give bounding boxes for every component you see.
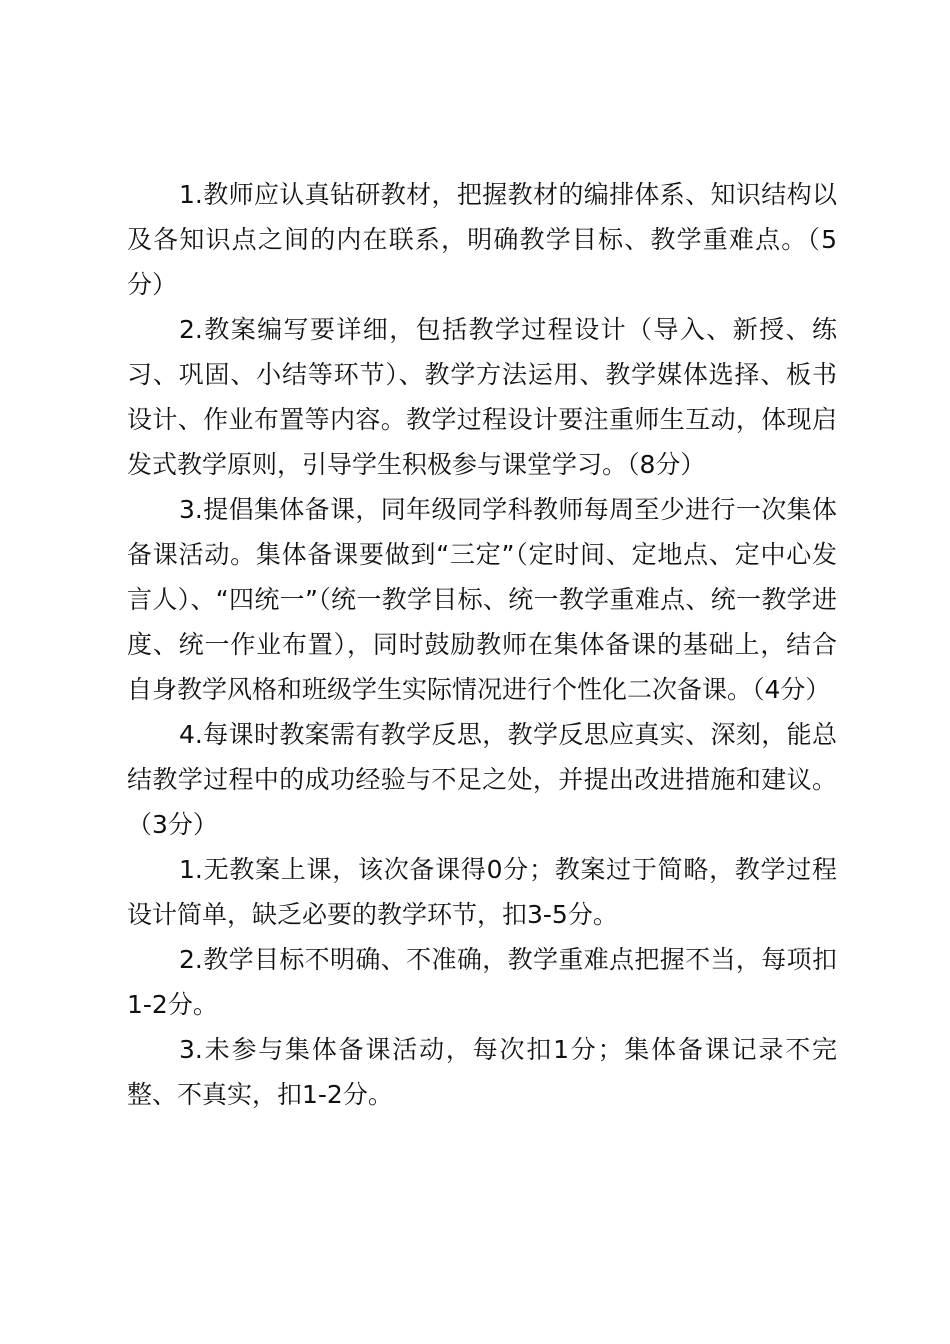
deduction-paragraph-2: 2.教学目标不明确、不准确，教学重难点把握不当，每项扣1-2分。 (127, 945, 837, 1019)
deduction-paragraph-3: 3.未参与集体备课活动，每次扣1分；集体备课记录不完整、不真实，扣1-2分。 (127, 1035, 837, 1109)
requirement-paragraph-4: 4.每课时教案需有教学反思，教学反思应真实、深刻，能总结教学过程中的成功经验与不足之处，并提出改进措施和建议。（3分） (127, 720, 837, 839)
document-body (127, 172, 837, 1117)
requirement-paragraph-1: 1.教师应认真钻研教材，把握教材的编排体系、知识结构以及各知识点之间的内在联系，明确教学目标、教学重难点。（5分） (127, 180, 837, 299)
requirement-paragraph-3: 3.提倡集体备课，同年级同学科教师每周至少进行一次集体备课活动。集体备课要做到“三定”（定时间、定地点、定中心发言人）、“四统一”（统一教学目标、统一教学重难点、统一教学进度、统一作业布置），同时鼓励教师在集体备课的基础上，结合自身教学风格和班级学生实际情况进行个性化二次备课。（4分） (127, 495, 837, 704)
requirement-paragraph-2: 2.教案编写要详细，包括教学过程设计（导入、新授、练习、巩固、小结等环节）、教学方法运用、教学媒体选择、板书设计、作业布置等内容。教学过程设计要注重师生互动，体现启发式教学原则，引导学生积极参与课堂学习。（8分） (127, 315, 837, 479)
deduction-paragraph-1: 1.无教案上课，该次备课得0分；教案过于简略，教学过程设计简单，缺乏必要的教学环节，扣3-5分。 (127, 855, 837, 929)
